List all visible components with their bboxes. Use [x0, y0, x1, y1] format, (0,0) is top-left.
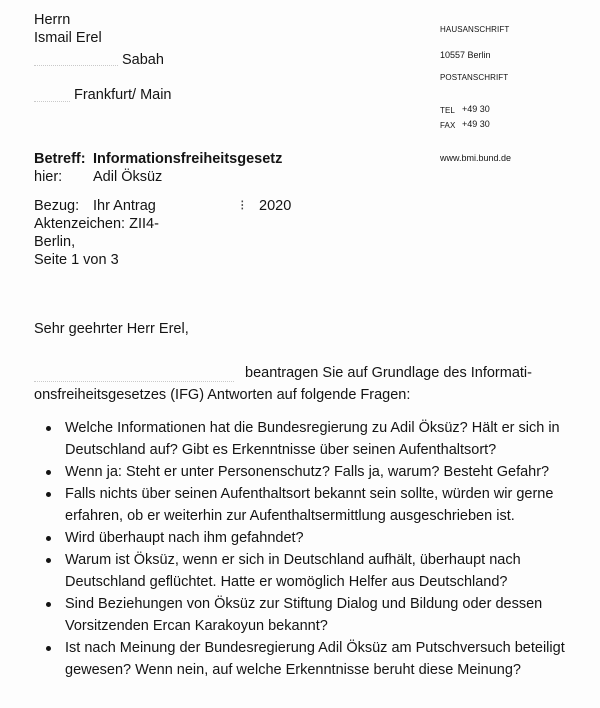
house-address-label: HAUSANSCHRIFT	[440, 25, 510, 34]
bezug-label: Bezug:	[34, 198, 80, 214]
tel-label: TEL	[440, 106, 455, 115]
greeting: Sehr geehrter Herr Erel,	[34, 321, 189, 337]
bullet-icon	[46, 536, 51, 541]
hier-value: Adil Öksüz	[93, 169, 163, 185]
recipient-name: Ismail Erel	[34, 30, 102, 46]
intro-line-1: beantragen Sie auf Grundlage des Informati-	[245, 365, 532, 381]
fax-label: FAX	[440, 121, 456, 130]
question-line: gewesen? Wenn nein, auf welche Erkenntnisse beruht diese Meinung?	[65, 662, 521, 678]
redaction-postcode	[34, 101, 70, 102]
question-line: Deutschland auf? Gibt es Erkenntnisse über seinen Aufenthaltsort?	[65, 442, 497, 458]
question-line: Wird überhaupt nach ihm gefahndet?	[65, 530, 304, 546]
list-item	[40, 461, 560, 483]
question-line: Welche Informationen hat die Bundesregierung zu Adil Öksüz? Hält er sich in	[65, 420, 560, 436]
tel-value: +49 30	[462, 104, 490, 114]
recipient-city: Frankfurt/ Main	[74, 87, 172, 103]
redaction-street	[34, 65, 118, 66]
bullet-icon	[46, 602, 51, 607]
house-address-city: 10557 Berlin	[440, 50, 491, 60]
bullet-icon	[46, 492, 51, 497]
questions-list	[40, 417, 565, 681]
bezug-value: Ihr Antrag	[93, 198, 156, 214]
hier-label: hier:	[34, 169, 63, 185]
list-item	[40, 527, 560, 549]
question-line: Ist nach Meinung der Bundesregierung Adil Öksüz am Putschversuch beteiligt	[65, 640, 565, 656]
bullet-icon	[46, 646, 51, 651]
list-item	[40, 637, 565, 681]
bullet-icon	[46, 558, 51, 563]
bezug-separator: ⁝	[240, 198, 245, 214]
website: www.bmi.bund.de	[440, 153, 512, 163]
bullet-icon	[46, 426, 51, 431]
question-line: erfahren, ob er weiterhin zur Aufenthaltsermittlung ausgeschrieben ist.	[65, 508, 515, 524]
list-item	[40, 417, 560, 461]
question-line: Warum ist Öksüz, wenn er sich in Deutschland aufhält, überhaupt nach	[65, 552, 521, 568]
intro-line-2: onsfreiheitsgesetzes (IFG) Antworten auf folgende Fragen:	[34, 387, 411, 403]
recipient-salutation: Herrn	[34, 12, 71, 28]
place: Berlin,	[34, 234, 76, 250]
redaction-intro	[34, 381, 234, 382]
fax-value: +49 30	[462, 119, 490, 129]
aktenzeichen: Aktenzeichen: ZII4-	[34, 216, 159, 232]
question-line: Deutschland geflüchtet. Hatte er womöglich Helfer aus Deutschland?	[65, 574, 508, 590]
bullet-icon	[46, 470, 51, 475]
list-item	[40, 549, 560, 593]
recipient-street: Sabah	[122, 52, 164, 68]
bezug-year: 2020	[259, 198, 292, 214]
list-item	[40, 483, 560, 527]
list-item	[40, 593, 560, 637]
question-line: Vorsitzenden Ercan Karakoyun bekannt?	[65, 618, 328, 634]
question-line: Falls nichts über seinen Aufenthaltsort bekannt sein sollte, würden wir gerne	[65, 486, 554, 502]
subject-label: Betreff:	[34, 151, 86, 167]
postal-address-label: POSTANSCHRIFT	[440, 73, 509, 82]
subject-value: Informationsfreiheitsgesetz	[93, 151, 283, 167]
page-info: Seite 1 von 3	[34, 252, 119, 268]
question-line: Wenn ja: Steht er unter Personenschutz? Falls ja, warum? Besteht Gefahr?	[65, 464, 550, 480]
question-line: Sind Beziehungen von Öksüz zur Stiftung Dialog und Bildung oder dessen	[65, 596, 543, 612]
